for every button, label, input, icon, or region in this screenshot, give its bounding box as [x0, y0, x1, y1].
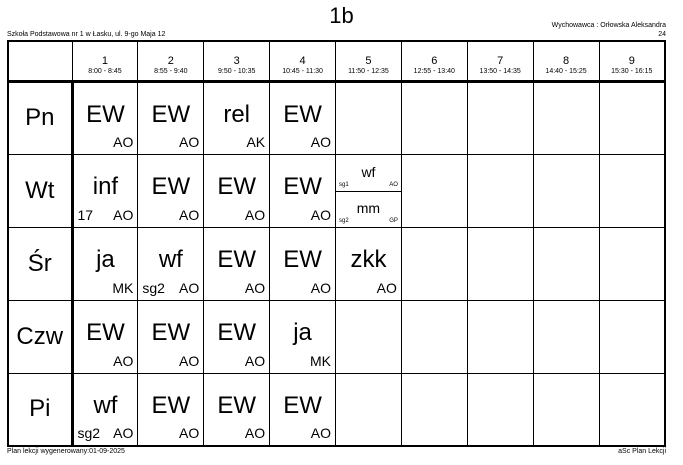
lesson-subject: EW — [283, 172, 322, 200]
lesson-group: 17 — [77, 206, 94, 223]
lesson-teacher: AO — [310, 206, 331, 223]
period-number: 8 — [563, 55, 570, 67]
split-lesson-cell[interactable] — [336, 154, 402, 227]
empty-cell — [599, 373, 665, 446]
lesson-teacher: AO — [244, 352, 266, 369]
empty-cell — [336, 373, 402, 446]
lesson-cell[interactable] — [72, 154, 138, 227]
lesson-teacher: AO — [310, 425, 331, 441]
lesson-subject: wf — [361, 163, 376, 180]
lesson-subject: EW — [283, 245, 322, 273]
lesson-cell[interactable] — [204, 373, 270, 446]
period-time: 8:55 - 9:40 — [154, 68, 188, 75]
lesson-subject: EW — [217, 172, 257, 200]
lesson-subject: EW — [86, 100, 125, 128]
lesson-subject: inf — [92, 172, 119, 200]
period-number: 7 — [497, 55, 504, 67]
lesson-group: sg2 — [142, 279, 165, 296]
lesson-teacher: MK — [112, 279, 134, 296]
empty-cell — [533, 81, 599, 154]
period-time: 14:40 - 15:25 — [545, 68, 587, 75]
lesson-teacher: AO — [113, 133, 134, 150]
lesson-cell[interactable] — [138, 300, 204, 373]
lesson-cell[interactable] — [138, 154, 204, 227]
period-number: 9 — [628, 55, 635, 67]
lesson-group: sg2 — [77, 425, 101, 441]
lesson-teacher: AO — [244, 425, 266, 441]
empty-cell — [599, 81, 665, 154]
empty-cell — [533, 300, 599, 373]
day-row-wednesday — [8, 227, 665, 300]
lesson-subject: ja — [293, 318, 312, 346]
lesson-cell[interactable] — [270, 373, 336, 446]
lesson-subject: wf — [93, 391, 118, 419]
software-name: aSc Plan Lekcji — [618, 448, 666, 455]
lesson-cell[interactable] — [138, 81, 204, 154]
lesson-cell[interactable] — [270, 81, 336, 154]
period-header — [270, 41, 336, 81]
lesson-subject: ja — [96, 245, 115, 273]
empty-cell — [467, 154, 533, 227]
period-time: 8:00 - 8:45 — [88, 68, 122, 75]
lesson-cell[interactable] — [270, 227, 336, 300]
day-name: Pi — [8, 373, 72, 446]
lesson-teacher: AO — [244, 279, 266, 296]
day-name: Śr — [8, 227, 72, 300]
split-top-lesson[interactable] — [336, 155, 401, 192]
lesson-cell[interactable] — [72, 81, 138, 154]
day-name: Pn — [8, 81, 72, 154]
lesson-subject: EW — [151, 318, 191, 346]
period-number: 3 — [233, 55, 240, 67]
period-number: 2 — [167, 55, 174, 67]
period-header — [72, 41, 138, 81]
lesson-subject: EW — [217, 318, 257, 346]
lesson-teacher: AO — [310, 133, 331, 150]
period-header — [336, 41, 402, 81]
lesson-cell[interactable] — [138, 227, 204, 300]
empty-cell — [533, 154, 599, 227]
empty-cell — [467, 300, 533, 373]
period-header — [401, 41, 467, 81]
day-row-monday — [8, 81, 665, 154]
class-title: 1b — [329, 3, 354, 28]
empty-cell — [599, 227, 665, 300]
lesson-subject: mm — [356, 199, 381, 216]
empty-cell — [401, 373, 467, 446]
period-header — [138, 41, 204, 81]
lesson-teacher: AO — [113, 206, 134, 223]
lesson-cell[interactable] — [270, 154, 336, 227]
empty-cell — [467, 81, 533, 154]
lesson-cell[interactable] — [204, 227, 270, 300]
lesson-subject: wf — [158, 245, 183, 273]
lesson-teacher: AO — [113, 425, 134, 441]
lesson-group: sg1 — [339, 181, 349, 188]
day-name: Wt — [8, 154, 72, 227]
lesson-cell[interactable] — [336, 227, 402, 300]
lesson-teacher: AO — [310, 279, 331, 296]
lesson-cell[interactable] — [204, 154, 270, 227]
period-time: 11:50 - 12:35 — [348, 68, 389, 75]
lesson-subject: EW — [283, 391, 322, 419]
school-name: Szkoła Podstawowa nr 1 w Łasku, ul. 9-go Maja 12 — [7, 31, 166, 38]
lesson-subject: EW — [151, 172, 191, 200]
generated-date: Plan lekcji wygenerowany:01-09-2025 — [7, 448, 125, 455]
lesson-cell[interactable] — [72, 373, 138, 446]
period-time: 9:50 - 10:35 — [218, 68, 256, 75]
lesson-teacher: GP — [389, 217, 398, 224]
day-name: Czw — [8, 300, 72, 373]
empty-cell — [401, 300, 467, 373]
lesson-subject: EW — [283, 100, 322, 128]
lesson-cell[interactable] — [72, 227, 138, 300]
lesson-teacher: AO — [179, 133, 200, 150]
empty-cell — [599, 154, 665, 227]
empty-cell — [336, 81, 402, 154]
period-number: 4 — [299, 55, 306, 67]
period-number: 1 — [101, 55, 108, 67]
lesson-subject: EW — [217, 245, 257, 273]
empty-cell — [401, 227, 467, 300]
lesson-subject: EW — [151, 391, 191, 419]
empty-cell — [467, 227, 533, 300]
period-header — [533, 41, 599, 81]
lesson-teacher: AO — [179, 279, 200, 296]
empty-cell — [533, 227, 599, 300]
period-header — [467, 41, 533, 81]
period-number: 5 — [365, 55, 372, 67]
lesson-subject: rel — [223, 100, 251, 128]
empty-cell — [401, 81, 467, 154]
day-row-tuesday — [8, 154, 665, 227]
lesson-teacher: AK — [246, 133, 266, 150]
room-number: 24 — [658, 31, 666, 38]
period-time: 12:55 - 13:40 — [413, 68, 455, 75]
lesson-teacher: AO — [179, 425, 200, 441]
period-time: 13:50 - 14:35 — [479, 68, 521, 75]
lesson-cell[interactable] — [138, 373, 204, 446]
empty-cell — [599, 300, 665, 373]
empty-cell — [533, 373, 599, 446]
day-row-friday — [8, 373, 665, 446]
lesson-subject: EW — [217, 391, 257, 419]
lesson-teacher: AO — [179, 352, 200, 369]
lesson-subject: EW — [151, 100, 191, 128]
lesson-cell[interactable] — [72, 300, 138, 373]
lesson-teacher: AO — [244, 206, 266, 223]
empty-cell — [467, 373, 533, 446]
lesson-teacher: AO — [113, 352, 134, 369]
period-header — [599, 41, 665, 81]
lesson-cell[interactable] — [204, 300, 270, 373]
period-time: 15:30 - 16:15 — [611, 68, 653, 75]
lesson-teacher: AO — [179, 206, 200, 223]
empty-cell — [336, 300, 402, 373]
lesson-teacher: AO — [389, 181, 398, 188]
period-number: 6 — [431, 55, 438, 67]
lesson-teacher: MK — [310, 352, 331, 369]
period-header — [204, 41, 270, 81]
lesson-subject: EW — [86, 318, 125, 346]
period-time: 10:45 - 11:30 — [282, 68, 323, 75]
split-bottom-lesson[interactable] — [336, 191, 401, 227]
timetable — [7, 40, 666, 447]
lesson-group: sg2 — [339, 217, 349, 224]
lesson-teacher: AO — [376, 279, 397, 296]
class-teacher: Wychowawca : Orłowska Aleksandra — [551, 22, 666, 29]
lesson-subject: zkk — [350, 245, 387, 273]
day-row-thursday — [8, 300, 665, 373]
empty-cell — [401, 154, 467, 227]
period-header-row — [8, 41, 665, 81]
lesson-cell[interactable] — [270, 300, 336, 373]
corner-cell — [8, 41, 72, 81]
lesson-cell[interactable] — [204, 81, 270, 154]
